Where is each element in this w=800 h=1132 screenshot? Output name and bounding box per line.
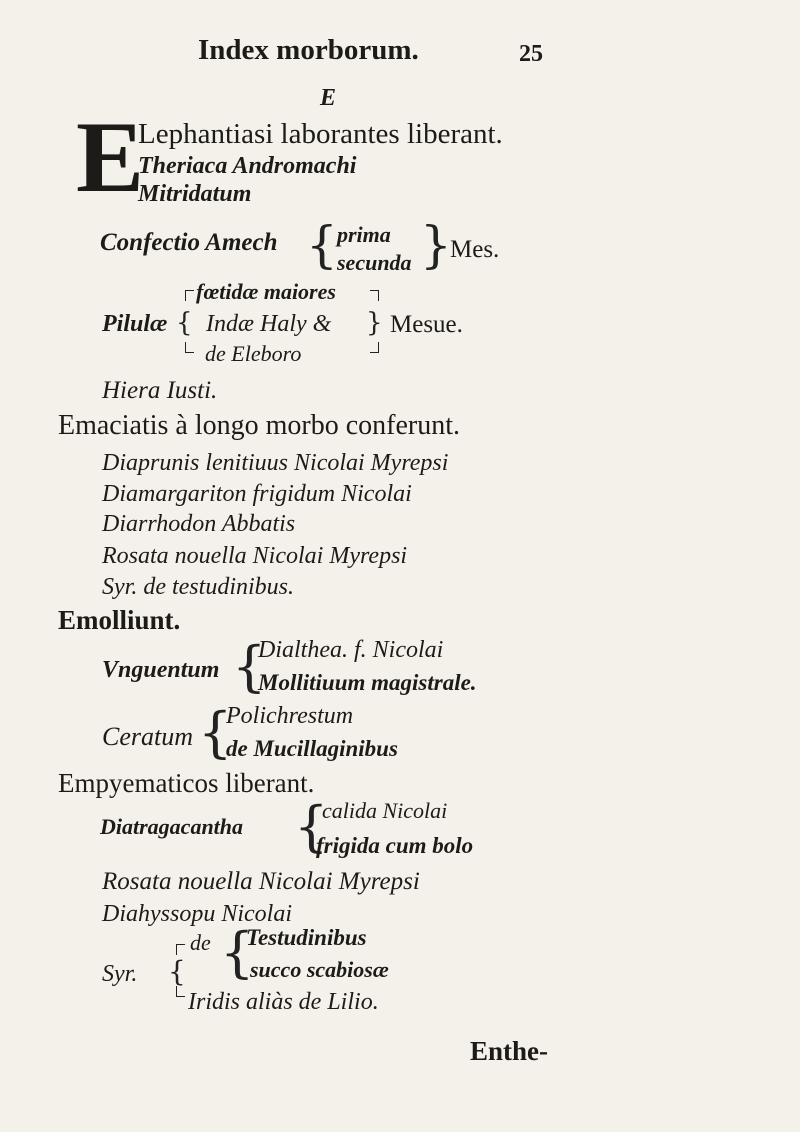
emaciatis-item: Diaprunis lenitiuus Nicolai Myrepsi: [102, 450, 449, 476]
empyematicos-item: Diahyssopu Nicolai: [102, 901, 292, 927]
bracket-bottom-right-icon: [370, 342, 379, 353]
left-brace-icon: {: [294, 795, 329, 858]
confectio-option-secunda: secunda: [337, 250, 412, 275]
empyematicos-heading: Empyematicos liberant.: [58, 768, 315, 798]
drop-cap: E: [76, 101, 143, 214]
syrup-option: succo scabiosæ: [250, 957, 389, 982]
left-brace-icon: {: [306, 216, 338, 274]
emaciatis-item: Diamargariton frigidum Nicolai: [102, 481, 412, 507]
syrup-option: Testudinibus: [246, 925, 367, 950]
bracket-top-left-icon: [185, 290, 194, 301]
page-number: 25: [519, 41, 543, 67]
emaciatis-item: Syr. de testudinibus.: [102, 574, 294, 600]
running-head: Index morborum.: [198, 34, 419, 66]
ceratum-option: Polichrestum: [226, 703, 354, 729]
unguentum-option: Mollitiuum magistrale.: [258, 670, 477, 695]
pilulae-label: Pilulæ: [102, 311, 168, 337]
unguentum-label: Vnguentum: [102, 657, 220, 683]
entry-mitridatum: Mitridatum: [138, 181, 252, 207]
emaciatis-heading: Emaciatis à longo morbo conferunt.: [58, 410, 460, 441]
syrup-de: de: [190, 930, 211, 955]
right-brace-icon: }: [366, 308, 383, 338]
section-letter: E: [320, 85, 337, 111]
confectio-author: Mes.: [450, 236, 500, 263]
left-brace-icon: {: [198, 701, 233, 764]
bracket-bottom-left-icon: [176, 986, 185, 997]
ceratum-label: Ceratum: [102, 722, 193, 751]
confectio-label: Confectio Amech: [100, 229, 278, 256]
ceratum-option: de Mucillaginibus: [226, 736, 398, 761]
pilulae-option-indae: Indæ Haly &: [206, 311, 332, 337]
diatragacantha-label: Diatragacantha: [100, 814, 244, 839]
unguentum-option: Dialthea. f. Nicolai: [258, 637, 444, 663]
diatragacantha-option: frigida cum bolo: [316, 833, 474, 858]
syrup-label: Syr.: [102, 961, 138, 987]
bracket-bottom-left-icon: [185, 342, 194, 353]
empyematicos-item: Rosata nouella Nicolai Myrepsi: [102, 868, 420, 895]
bracket-top-right-icon: [370, 290, 379, 301]
left-brace-icon: {: [232, 635, 267, 698]
catchword: Enthe-: [470, 1036, 549, 1066]
diatragacantha-option: calida Nicolai: [322, 798, 448, 823]
entry-hiera: Hiera Iusti.: [102, 377, 218, 404]
pilulae-author: Mesue.: [390, 311, 463, 338]
confectio-option-prima: prima: [337, 222, 391, 247]
bracket-top-left-icon: [176, 944, 185, 955]
pilulae-option-eleboro: de Eleboro: [205, 341, 302, 366]
pilulae-option-foetidae: fœtidæ maiores: [196, 279, 336, 304]
syrup-iridis: Iridis aliàs de Lilio.: [188, 989, 379, 1015]
emaciatis-item: Diarrhodon Abbatis: [102, 511, 296, 537]
left-brace-icon: {: [176, 308, 193, 338]
left-brace-icon: {: [168, 955, 186, 988]
entry-theriaca: Theriaca Andromachi: [138, 153, 357, 179]
right-brace-icon: }: [420, 216, 452, 274]
left-brace-icon: {: [220, 921, 255, 984]
emolliunt-heading: Emolliunt.: [58, 605, 181, 635]
elephantiasis-heading: Lephantiasi laborantes liberant.: [138, 118, 503, 150]
emaciatis-item: Rosata nouella Nicolai Myrepsi: [102, 543, 408, 569]
